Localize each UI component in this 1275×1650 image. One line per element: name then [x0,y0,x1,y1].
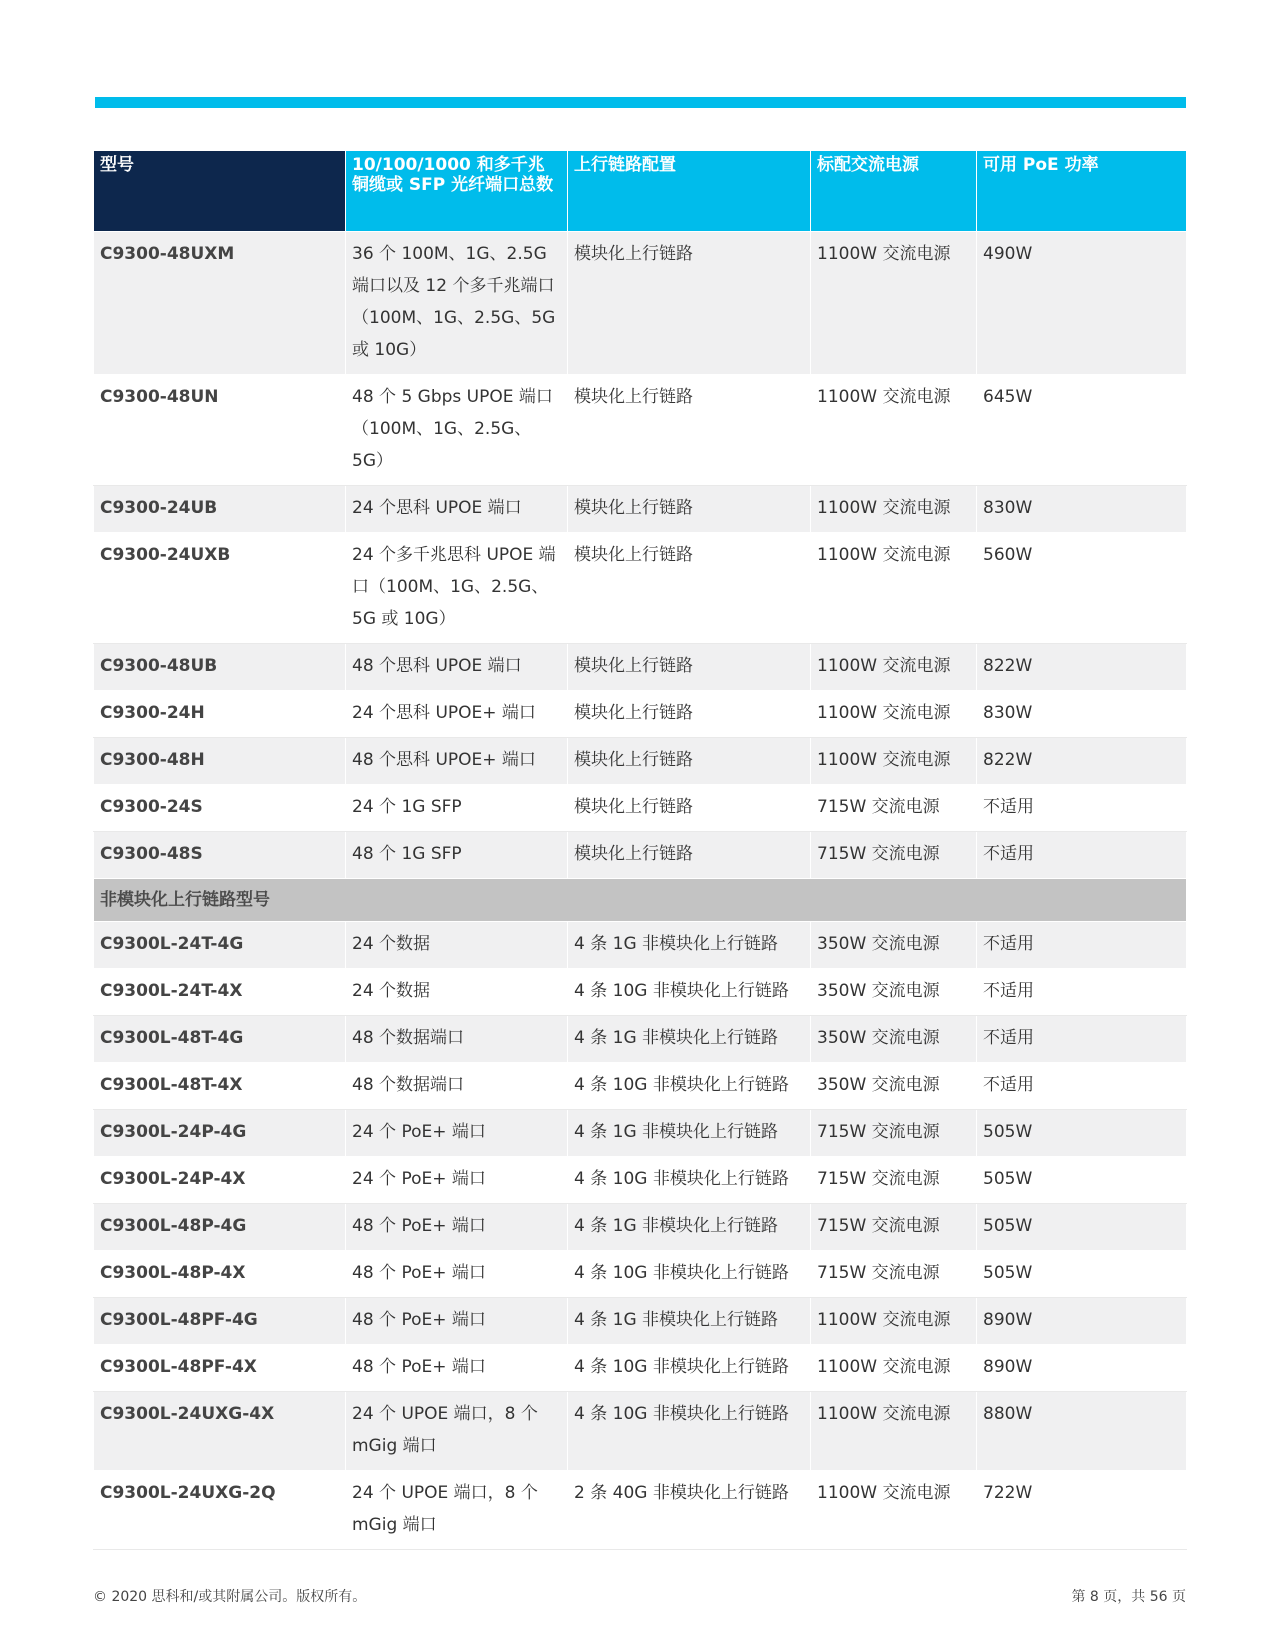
cell-model: C9300-48H [94,738,346,785]
table-row [94,832,1187,879]
cell-poe: 不适用 [977,969,1187,1016]
cell-poe: 890W [977,1345,1187,1392]
cell-ports: 24 个 UPOE 端口，8 个 mGig 端口 [346,1471,568,1550]
cell-model: C9300L-24T-4X [94,969,346,1016]
cell-power: 715W 交流电源 [811,1110,977,1157]
cell-poe: 880W [977,1392,1187,1471]
cell-poe: 不适用 [977,1016,1187,1063]
cell-power: 1100W 交流电源 [811,232,977,375]
cell-uplink: 4 条 1G 非模块化上行链路 [568,1298,811,1345]
table-row [94,644,1187,691]
cell-ports: 24 个数据 [346,922,568,969]
cell-uplink: 4 条 1G 非模块化上行链路 [568,1110,811,1157]
cell-model: C9300L-48P-4X [94,1251,346,1298]
cell-power: 1100W 交流电源 [811,738,977,785]
cell-poe: 645W [977,375,1187,486]
cell-poe: 不适用 [977,832,1187,879]
cell-power: 350W 交流电源 [811,1063,977,1110]
cell-uplink: 模块化上行链路 [568,533,811,644]
cell-model: C9300-48UXM [94,232,346,375]
cell-uplink: 4 条 1G 非模块化上行链路 [568,1204,811,1251]
table-row [94,1110,1187,1157]
top-accent-bar [95,97,1186,108]
cell-power: 1100W 交流电源 [811,486,977,533]
header-uplink: 上行链路配置 [568,151,811,232]
cell-uplink: 模块化上行链路 [568,232,811,375]
cell-model: C9300-48S [94,832,346,879]
cell-uplink: 2 条 40G 非模块化上行链路 [568,1471,811,1550]
cell-model: C9300L-48T-4X [94,1063,346,1110]
cell-model: C9300L-48PF-4G [94,1298,346,1345]
cell-poe: 722W [977,1471,1187,1550]
cell-ports: 48 个 PoE+ 端口 [346,1345,568,1392]
header-ports: 10/100/1000 和多千兆铜缆或 SFP 光纤端口总数 [346,151,568,232]
cell-model: C9300L-24T-4G [94,922,346,969]
cell-ports: 24 个思科 UPOE+ 端口 [346,691,568,738]
cell-uplink: 模块化上行链路 [568,691,811,738]
cell-ports: 24 个 PoE+ 端口 [346,1110,568,1157]
cell-power: 715W 交流电源 [811,832,977,879]
cell-uplink: 4 条 10G 非模块化上行链路 [568,969,811,1016]
cell-poe: 505W [977,1157,1187,1204]
cell-poe: 890W [977,1298,1187,1345]
cell-model: C9300L-48P-4G [94,1204,346,1251]
table-row [94,486,1187,533]
cell-poe: 505W [977,1204,1187,1251]
cell-ports: 48 个数据端口 [346,1063,568,1110]
cell-uplink: 4 条 10G 非模块化上行链路 [568,1063,811,1110]
cell-poe: 505W [977,1251,1187,1298]
cell-model: C9300-48UN [94,375,346,486]
cell-power: 715W 交流电源 [811,1157,977,1204]
footer-copyright: © 2020 思科和/或其附属公司。版权所有。 [93,1589,367,1605]
header-poe: 可用 PoE 功率 [977,151,1187,232]
cell-uplink: 模块化上行链路 [568,644,811,691]
table-row [94,1204,1187,1251]
table-row [94,1345,1187,1392]
cell-power: 1100W 交流电源 [811,691,977,738]
cell-model: C9300L-48PF-4X [94,1345,346,1392]
table-row [94,1471,1187,1550]
cell-poe: 不适用 [977,1063,1187,1110]
cell-power: 350W 交流电源 [811,1016,977,1063]
cell-uplink: 模块化上行链路 [568,738,811,785]
cell-uplink: 4 条 10G 非模块化上行链路 [568,1251,811,1298]
cell-ports: 24 个 UPOE 端口，8 个 mGig 端口 [346,1392,568,1471]
cell-uplink: 4 条 10G 非模块化上行链路 [568,1392,811,1471]
section-title: 非模块化上行链路型号 [94,879,1187,922]
cell-uplink: 4 条 1G 非模块化上行链路 [568,1016,811,1063]
cell-model: C9300-24S [94,785,346,832]
cell-model: C9300-48UB [94,644,346,691]
cell-model: C9300L-24UXG-4X [94,1392,346,1471]
cell-poe: 不适用 [977,922,1187,969]
cell-poe: 560W [977,533,1187,644]
spec-table [93,150,1187,1550]
table-row [94,1063,1187,1110]
cell-uplink: 4 条 10G 非模块化上行链路 [568,1157,811,1204]
cell-ports: 48 个 PoE+ 端口 [346,1298,568,1345]
cell-ports: 48 个 PoE+ 端口 [346,1251,568,1298]
cell-power: 1100W 交流电源 [811,1298,977,1345]
cell-power: 1100W 交流电源 [811,1345,977,1392]
cell-ports: 36 个 100M、1G、2.5G 端口以及 12 个多千兆端口（100M、1G、2.5G、5G 或 10G） [346,232,568,375]
cell-power: 1100W 交流电源 [811,644,977,691]
cell-ports: 24 个思科 UPOE 端口 [346,486,568,533]
cell-power: 350W 交流电源 [811,969,977,1016]
cell-ports: 48 个 5 Gbps UPOE 端口（100M、1G、2.5G、5G） [346,375,568,486]
cell-poe: 822W [977,644,1187,691]
table-row [94,1298,1187,1345]
cell-uplink: 4 条 10G 非模块化上行链路 [568,1345,811,1392]
table-row [94,785,1187,832]
cell-poe: 505W [977,1110,1187,1157]
table-row [94,1016,1187,1063]
cell-poe: 490W [977,232,1187,375]
footer-page-number: 第 8 页，共 56 页 [1071,1589,1186,1605]
cell-ports: 48 个数据端口 [346,1016,568,1063]
table-row [94,691,1187,738]
cell-ports: 24 个多千兆思科 UPOE 端口（100M、1G、2.5G、5G 或 10G） [346,533,568,644]
cell-model: C9300-24H [94,691,346,738]
cell-poe: 830W [977,691,1187,738]
cell-uplink: 模块化上行链路 [568,486,811,533]
table-row [94,922,1187,969]
cell-uplink: 模块化上行链路 [568,832,811,879]
cell-model: C9300L-24P-4X [94,1157,346,1204]
cell-model: C9300L-24P-4G [94,1110,346,1157]
section-row [94,879,1187,922]
table-row [94,533,1187,644]
cell-ports: 48 个 1G SFP [346,832,568,879]
table-row [94,375,1187,486]
cell-power: 1100W 交流电源 [811,1392,977,1471]
cell-model: C9300L-24UXG-2Q [94,1471,346,1550]
header-model: 型号 [94,151,346,232]
cell-model: C9300-24UB [94,486,346,533]
cell-power: 715W 交流电源 [811,1204,977,1251]
cell-ports: 24 个数据 [346,969,568,1016]
table-row [94,1157,1187,1204]
cell-ports: 48 个 PoE+ 端口 [346,1204,568,1251]
cell-poe: 830W [977,486,1187,533]
cell-uplink: 4 条 1G 非模块化上行链路 [568,922,811,969]
cell-uplink: 模块化上行链路 [568,375,811,486]
cell-ports: 24 个 PoE+ 端口 [346,1157,568,1204]
table-row [94,232,1187,375]
cell-model: C9300-24UXB [94,533,346,644]
table-row [94,1392,1187,1471]
cell-poe: 不适用 [977,785,1187,832]
cell-poe: 822W [977,738,1187,785]
table-row [94,969,1187,1016]
table-row [94,738,1187,785]
cell-power: 1100W 交流电源 [811,1471,977,1550]
cell-power: 1100W 交流电源 [811,533,977,644]
cell-uplink: 模块化上行链路 [568,785,811,832]
header-power: 标配交流电源 [811,151,977,232]
cell-ports: 24 个 1G SFP [346,785,568,832]
cell-power: 1100W 交流电源 [811,375,977,486]
table-header-row [94,151,1187,232]
cell-ports: 48 个思科 UPOE+ 端口 [346,738,568,785]
cell-power: 350W 交流电源 [811,922,977,969]
cell-model: C9300L-48T-4G [94,1016,346,1063]
cell-ports: 48 个思科 UPOE 端口 [346,644,568,691]
table-row [94,1251,1187,1298]
cell-power: 715W 交流电源 [811,785,977,832]
cell-power: 715W 交流电源 [811,1251,977,1298]
